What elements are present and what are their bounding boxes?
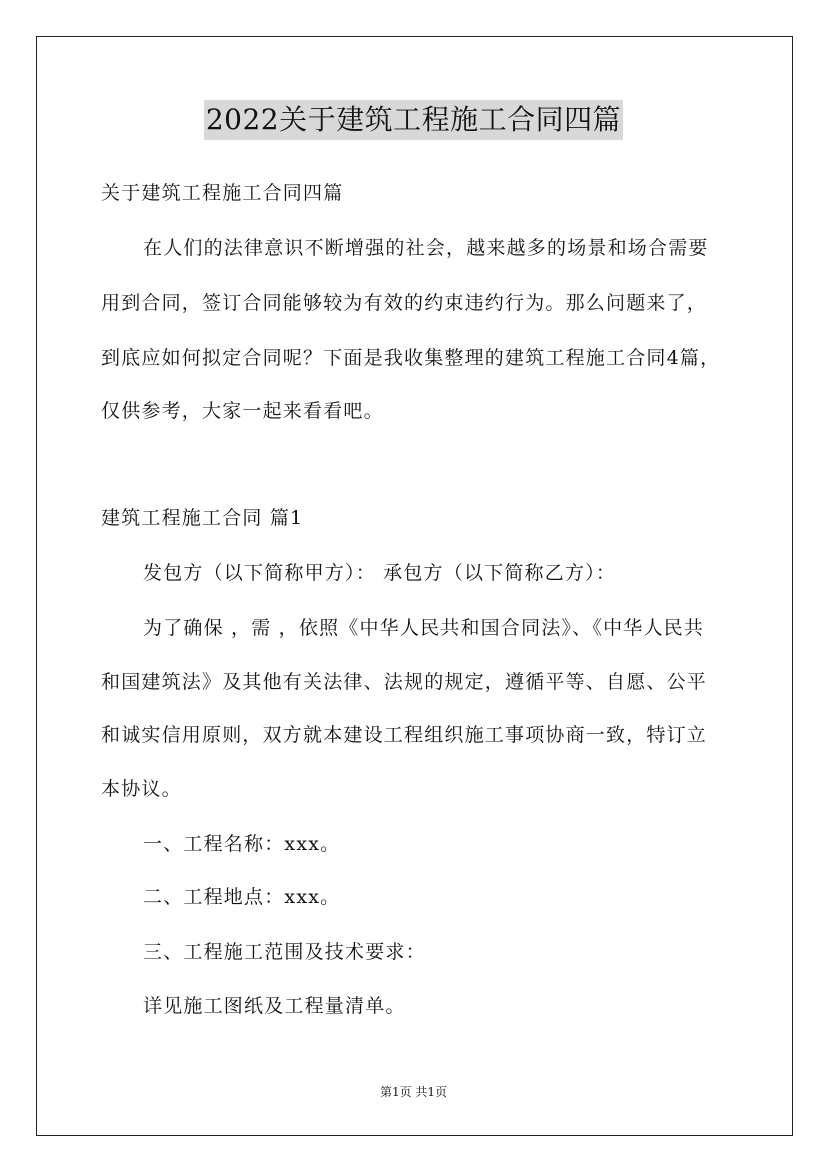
intro-line: 到底应如何拟定合同呢？下面是我收集整理的建筑工程施工合同4篇， bbox=[101, 347, 721, 369]
purpose-line: 和国建筑法》及其他有关法律、法规的规定，遵循平等、自愿、公平 bbox=[101, 671, 708, 693]
list-item: 一、工程名称：xxx。 bbox=[143, 833, 341, 855]
document-subtitle: 关于建筑工程施工合同四篇 bbox=[101, 182, 344, 204]
list-item: 详见施工图纸及工程量清单。 bbox=[143, 995, 406, 1017]
document-title: 2022关于建筑工程施工合同四篇 bbox=[204, 100, 623, 140]
page-footer: 第1页 共1页 bbox=[379, 1085, 448, 1099]
intro-line: 在人们的法律意识不断增强的社会，越来越多的场景和场合需要 bbox=[143, 237, 709, 259]
section-heading: 建筑工程施工合同 篇1 bbox=[101, 507, 304, 529]
purpose-line: 为了确保 ，需 ，依照《中华人民共和国合同法》、《中华人民共 bbox=[143, 617, 705, 639]
parties-line: 发包方（以下简称甲方）： 承包方（以下简称乙方）： bbox=[143, 562, 617, 584]
purpose-line: 和诚实信用原则，双方就本建设工程组织施工事项协商一致，特订立 bbox=[101, 724, 708, 746]
intro-line: 仅供参考，大家一起来看看吧。 bbox=[101, 400, 384, 422]
title-container bbox=[0, 100, 827, 140]
intro-line: 用到合同，签订合同能够较为有效的约束违约行为。那么问题来了， bbox=[101, 292, 708, 314]
list-item: 三、工程施工范围及技术要求： bbox=[143, 941, 426, 963]
purpose-line: 本协议。 bbox=[101, 778, 182, 800]
list-item: 二、工程地点：xxx。 bbox=[143, 886, 341, 908]
